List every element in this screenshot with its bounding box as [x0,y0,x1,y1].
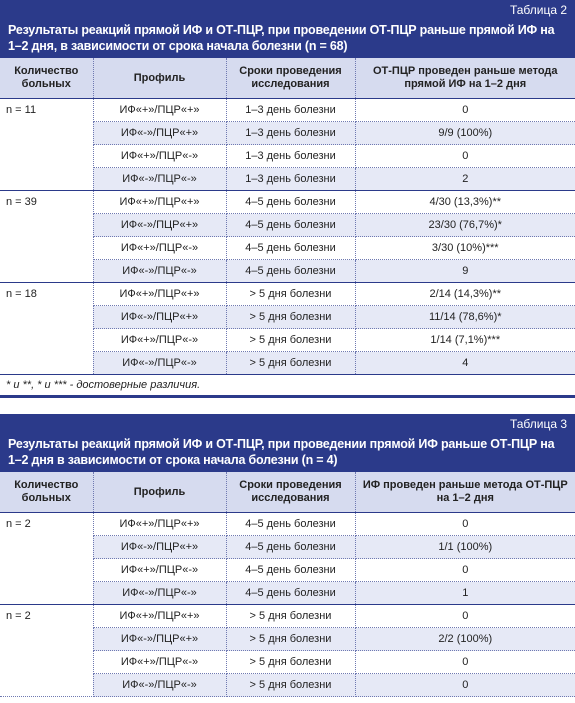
timing-cell: 1–3 день болезни [226,168,355,191]
timing-cell: 4–5 день болезни [226,214,355,237]
column-header-result: ИФ проведен раньше метода ОТ-ПЦР на 1–2 дня [355,472,575,513]
profile-cell: ИФ«+»/ПЦР«+» [93,283,226,306]
profile-cell: ИФ«-»/ПЦР«-» [93,260,226,283]
timing-cell: 4–5 день болезни [226,513,355,536]
result-cell: 1 [355,582,575,605]
table-2-number: Таблица 2 [509,3,567,17]
profile-cell: ИФ«+»/ПЦР«-» [93,237,226,260]
profile-cell: ИФ«+»/ПЦР«+» [93,191,226,214]
result-cell: 2/2 (100%) [355,628,575,651]
result-cell: 0 [355,513,575,536]
profile-cell: ИФ«-»/ПЦР«-» [93,352,226,375]
profile-cell: ИФ«-»/ПЦР«+» [93,536,226,559]
column-header-patients: Количество больных [0,472,93,513]
timing-cell: 4–5 день болезни [226,191,355,214]
result-cell: 0 [355,651,575,674]
profile-cell: ИФ«+»/ПЦР«+» [93,99,226,122]
timing-cell: 4–5 день болезни [226,536,355,559]
table-row [0,283,575,306]
group-count: n = 2 [0,513,93,605]
result-cell: 0 [355,99,575,122]
profile-cell: ИФ«-»/ПЦР«-» [93,582,226,605]
profile-cell: ИФ«-»/ПЦР«+» [93,122,226,145]
table-3-number: Таблица 3 [509,417,567,431]
timing-cell: 1–3 день болезни [226,122,355,145]
table-2 [0,58,575,375]
column-header-profile: Профиль [93,58,226,99]
timing-cell: > 5 дня болезни [226,352,355,375]
result-cell: 0 [355,674,575,697]
result-cell: 1/14 (7,1%)*** [355,329,575,352]
table-2-title: Результаты реакций прямой ИФ и ОТ-ПЦР, при проведении ОТ-ПЦР раньше прямой ИФ на 1–2 дня, в зависимости от срока начала болезни (n = 68) [8,23,555,53]
result-cell: 4/30 (13,3%)** [355,191,575,214]
timing-cell: > 5 дня болезни [226,651,355,674]
timing-cell: > 5 дня болезни [226,329,355,352]
table-3-header [0,414,575,472]
result-cell: 23/30 (76,7%)* [355,214,575,237]
table-row [0,513,575,536]
timing-cell: > 5 дня болезни [226,674,355,697]
column-header-timing: Сроки проведения исследования [226,472,355,513]
profile-cell: ИФ«-»/ПЦР«-» [93,168,226,191]
profile-cell: ИФ«-»/ПЦР«+» [93,628,226,651]
result-cell: 9 [355,260,575,283]
table-row [0,99,575,122]
profile-cell: ИФ«-»/ПЦР«-» [93,674,226,697]
result-cell: 4 [355,352,575,375]
timing-cell: 4–5 день болезни [226,260,355,283]
table-3 [0,472,575,697]
profile-cell: ИФ«+»/ПЦР«-» [93,329,226,352]
profile-cell: ИФ«+»/ПЦР«+» [93,513,226,536]
table-row [0,191,575,214]
column-header-timing: Сроки проведения исследования [226,58,355,99]
timing-cell: 1–3 день болезни [226,99,355,122]
result-cell: 11/14 (78,6%)* [355,306,575,329]
profile-cell: ИФ«+»/ПЦР«-» [93,145,226,168]
table-2-footnote: * и **, * и *** - достоверные различия. [0,375,575,398]
result-cell: 0 [355,605,575,628]
column-header-result: ОТ-ПЦР проведен раньше метода прямой ИФ на 1–2 дня [355,58,575,99]
result-cell: 1/1 (100%) [355,536,575,559]
profile-cell: ИФ«-»/ПЦР«+» [93,306,226,329]
timing-cell: > 5 дня болезни [226,306,355,329]
table-2-header [0,0,575,58]
profile-cell: ИФ«+»/ПЦР«-» [93,559,226,582]
group-count: n = 2 [0,605,93,697]
result-cell: 0 [355,145,575,168]
result-cell: 0 [355,559,575,582]
group-count: n = 11 [0,99,93,191]
column-header-profile: Профиль [93,472,226,513]
timing-cell: 4–5 день болезни [226,559,355,582]
timing-cell: > 5 дня болезни [226,628,355,651]
result-cell: 3/30 (10%)*** [355,237,575,260]
result-cell: 9/9 (100%) [355,122,575,145]
result-cell: 2/14 (14,3%)** [355,283,575,306]
timing-cell: 1–3 день болезни [226,145,355,168]
result-cell: 2 [355,168,575,191]
table-row [0,605,575,628]
group-count: n = 18 [0,283,93,375]
timing-cell: 4–5 день болезни [226,237,355,260]
profile-cell: ИФ«-»/ПЦР«+» [93,214,226,237]
timing-cell: > 5 дня болезни [226,605,355,628]
profile-cell: ИФ«+»/ПЦР«-» [93,651,226,674]
timing-cell: > 5 дня болезни [226,283,355,306]
timing-cell: 4–5 день болезни [226,582,355,605]
column-header-patients: Количество больных [0,58,93,99]
profile-cell: ИФ«+»/ПЦР«+» [93,605,226,628]
table-3-title: Результаты реакций прямой ИФ и ОТ-ПЦР, при проведении прямой ИФ раньше ОТ-ПЦР на 1–2 дня в зависимости от срока начала болезни (n = 4) [8,437,555,467]
table-3-panel [0,414,575,697]
group-count: n = 39 [0,191,93,283]
